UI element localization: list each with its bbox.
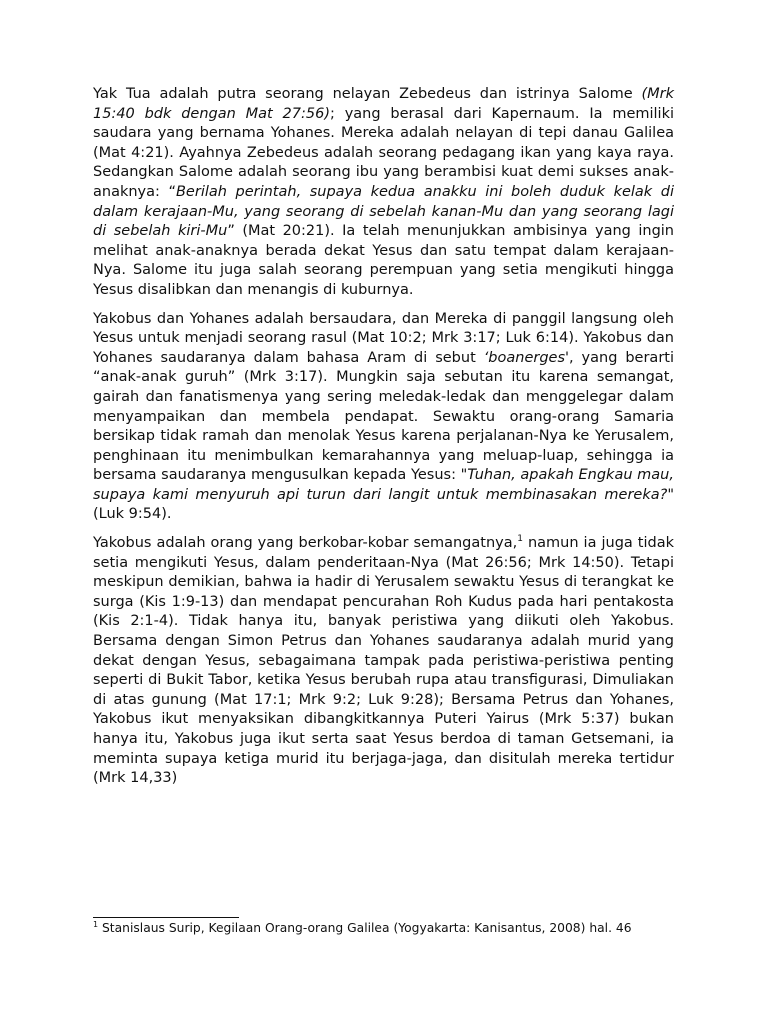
italic-text: Berilah perintah, supaya kedua anakku ini boleh duduk kelak di dalam kerajaan-Mu, yang seorang di sebelah kanan-Mu dan yang seorang lagi di sebelah kiri-Mu xyxy=(93,183,674,240)
text-run: ” (Mat 20:21). Ia telah menunjukkan ambisinya yang ingin melihat anak-anaknya berada dekat Yesus dan satu tempat dalam kerajaan-Nya. Salome itu juga salah seorang perempuan yang setia mengikuti hingga Yesus disalibkan dan menangis di kuburnya. xyxy=(93,223,674,298)
italic-text: (Mrk 15:40 bdk dengan Mat 27:56) xyxy=(93,86,674,122)
footnote xyxy=(93,920,693,936)
paragraph-1 xyxy=(93,85,674,301)
text-run: ; yang berasal dari Kapernaum. Ia memiliki saudara yang bernama Yohanes. Mereka adalah nelayan di tepi danau Galilea (Mat 4:21). Ayahnya Zebedeus adalah seorang pedagang ikan yang kaya raya. Sedangkan Salome adalah seorang ibu yang berambisi kuat demi sukses anak-anaknya: “ xyxy=(93,105,674,200)
paragraph-2 xyxy=(93,310,674,526)
paragraph-3 xyxy=(93,534,674,789)
footnote-separator xyxy=(93,917,239,918)
footnote-reference: 1 xyxy=(517,534,523,545)
text-run: Yakobus dan Yohanes adalah bersaudara, dan Mereka di panggil langsung oleh Yesus untuk menjadi seorang rasul (Mat 10:2; Mrk 3:17; Luk 6:14). Yakobus dan Yohanes saudaranya dalam bahasa Aram di sebut xyxy=(93,310,674,366)
document-body xyxy=(93,85,674,798)
italic-text: ‘boanerges xyxy=(483,349,566,366)
text-run: " (Luk 9:54). xyxy=(93,486,674,523)
italic-text: Tuhan, apakah Engkau mau, supaya kami menyuruh api turun dari langit untuk membinasakan mereka? xyxy=(93,467,674,503)
footnote-mark: 1 xyxy=(93,919,99,929)
text-run: Yak Tua adalah putra seorang nelayan Zebedeus dan istrinya Salome xyxy=(93,86,642,102)
footnote-text: Stanislaus Surip, Kegilaan Orang-orang Galilea (Yogyakarta: Kanisantus, 2008) hal. 46 xyxy=(98,921,632,935)
text-run: Yakobus adalah orang yang berkobar-kobar semangatnya, xyxy=(93,535,518,552)
text-run: ', yang berarti “anak-anak guruh” (Mrk 3:17). Mungkin saja sebutan itu karena semangat, gairah dan fanatismenya yang sering meledak-ledak dan menggelegar dalam menyampaikan dan membela pendapat. Sewaktu orang-orang Samaria bersikap tidak ramah dan menolak Yesus karena perjalanan-Nya ke Yerusalem, penghinaan itu menimbulkan kemarahannya yang meluap-luap, sehingga ia bersama saudaranya mengusulkan kepada Yesus: " xyxy=(93,349,674,484)
text-run: namun ia juga tidak setia mengikuti Yesus, dalam penderitaan-Nya (Mat 26:56; Mrk 14:50). Tetapi meskipun demikian, bahwa ia hadir di Yerusalem sewaktu Yesus di terangkat ke surga (Kis 1:9-13) dan mendapat pencurahan Roh Kudus pada hari pentakosta (Kis 2:1-4). Tidak hanya itu, banyak peristiwa yang diikuti oleh Yakobus. Bersama dengan Simon Petrus dan Yohanes saudaranya adalah murid yang dekat dengan Yesus, sebagaimana tampak pada peristiwa-peristiwa penting seperti di Bukit Tabor, ketika Yesus berubah rupa atau transfigurasi, Dimuliakan di atas gunung (Mat 17:1; Mrk 9:2; Luk 9:28); Bersama Petrus dan Yohanes, Yakobus ikut menyaksikan dibangkitkannya Puteri Yairus (Mrk 5:37) bukan hanya itu, Yakobus juga ikut serta saat Yesus berdoa di taman Getsemani, ia meminta supaya ketiga murid itu berjaga-jaga, dan disitulah mereka tertidur (Mrk 14,33) xyxy=(93,535,674,787)
